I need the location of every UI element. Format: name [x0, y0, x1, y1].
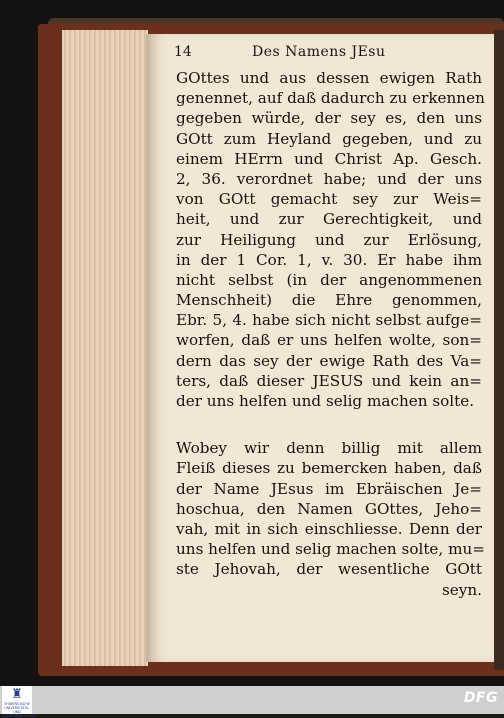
- text-line: gegeben würde, der sey es, den uns: [176, 109, 482, 128]
- text-line: 2, 36. verordnet habe; und der uns: [176, 169, 482, 188]
- page-right-edge: [494, 30, 504, 670]
- paragraph-2: [176, 438, 485, 600]
- running-head: [174, 44, 484, 64]
- text-line: hoschua, den Namen GOttes, Jeho=: [176, 499, 482, 518]
- text-line: zur Heiligung und zur Erlösung,: [176, 230, 482, 249]
- dfg-logo[interactable]: DFG: [463, 690, 498, 706]
- text-line: GOttes und aus dessen ewigen Rath: [176, 69, 482, 87]
- text-line: der Name JEsus im Ebräischen Je=: [176, 479, 482, 498]
- text-line: von GOtt gemacht sey zur Weis=: [176, 190, 482, 209]
- text-line: einem HErrn und Christ Ap. Gesch.: [176, 149, 482, 168]
- text-line: genennet, auf daß dadurch zu erkennen: [176, 89, 485, 108]
- library-logo-label: THÜRINGISCHE UNIVERSITÄTS- UND LANDESBIBLIOTHEK: [2, 702, 36, 718]
- page-edges: [62, 30, 148, 666]
- text-line: ters, daß dieser JESUS und kein an=: [176, 371, 482, 390]
- page-number: 14: [174, 44, 192, 60]
- text-line: nicht selbst (in der angenommenen: [176, 270, 482, 289]
- text-line: uns helfen und selig machen solte, mu=: [176, 540, 485, 559]
- paragraph-1: [176, 68, 485, 411]
- text-line: worfen, daß er uns helfen wolte, son=: [176, 331, 482, 350]
- running-head-title: Des Namens JEsu: [252, 44, 386, 60]
- paragraph-gap: [176, 411, 482, 438]
- viewer-footer-bar: [0, 686, 504, 718]
- text-line: Fleiß dieses zu bemercken haben, daß: [176, 459, 482, 478]
- text-line: dern das sey der ewige Rath des Va=: [176, 351, 482, 370]
- library-logo-icon[interactable]: ♜ THÜRINGISCHE UNIVERSITÄTS- UND LANDESBIBLIOTHEK: [2, 687, 36, 718]
- text-line: der uns helfen und selig machen solte.: [176, 392, 475, 410]
- text-line: seyn.: [442, 580, 482, 599]
- text-line: Ebr. 5, 4. habe sich nicht selbst aufge=: [176, 311, 482, 330]
- text-line: ste Jehovah, der wesentliche GOtt: [176, 560, 482, 579]
- text-line: Menschheit) die Ehre genommen,: [176, 291, 482, 310]
- text-line: in der 1 Cor. 1, v. 30. Er habe ihm: [176, 250, 482, 269]
- text-line: heit, und zur Gerechtigkeit, und: [176, 210, 482, 229]
- text-line: Wobey wir denn billig mit allem: [176, 439, 482, 458]
- text-line: GOtt zum Heyland gegeben, und zu: [176, 129, 482, 148]
- page-text: [176, 68, 485, 600]
- text-line: vah, mit in sich einschliesse. Denn der: [176, 519, 482, 538]
